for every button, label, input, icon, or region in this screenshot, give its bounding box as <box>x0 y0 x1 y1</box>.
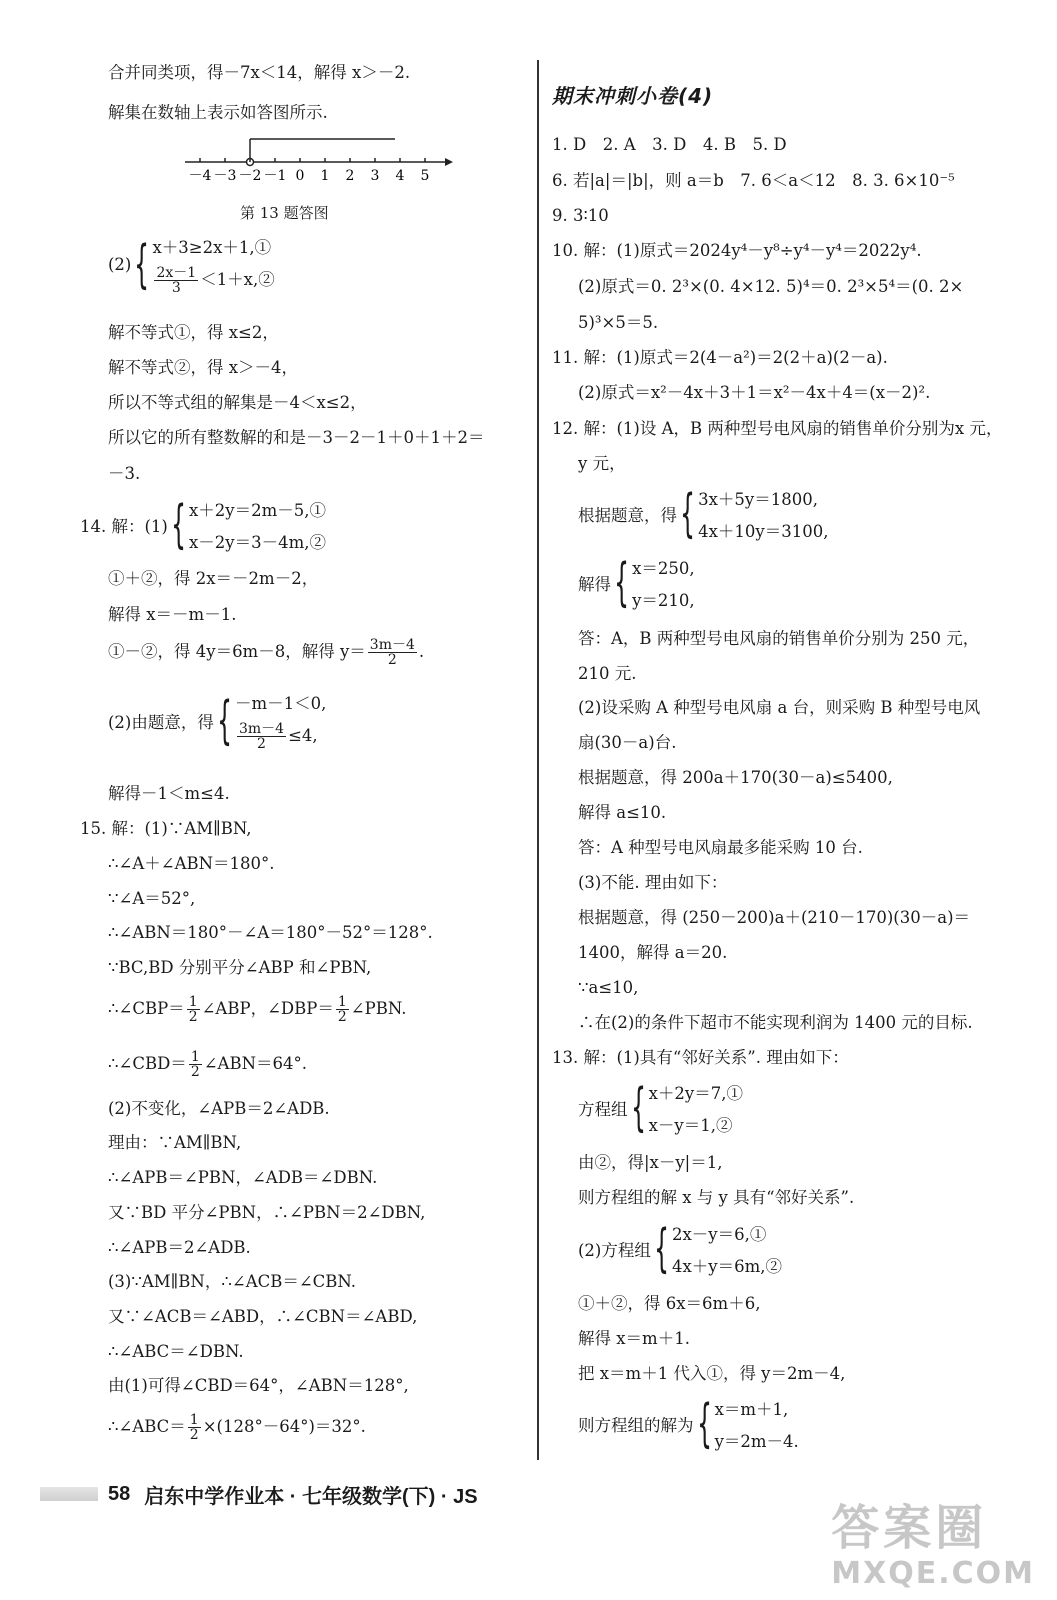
number-line-label: 5 <box>420 168 430 184</box>
number-line-label: －2 <box>238 168 262 184</box>
text-line: 6. 若|a|＝|b|，则 a＝b 7. 6＜a＜12 8. 3. 6×10⁻⁵ <box>552 171 955 190</box>
text-line: 210 元. <box>578 664 637 683</box>
text-line: 所以它的所有整数解的和是－3－2－1＋0＋1＋2＝ <box>108 428 485 447</box>
text-line: 由②，得|x－y|＝1, <box>578 1153 723 1172</box>
text-line: 所以不等式组的解集是－4＜x≤2， <box>108 393 367 412</box>
text-line: 15. 解：(1)∵AM∥BN, <box>80 819 252 838</box>
text-line: 解得 x＝m＋1. <box>578 1329 690 1348</box>
brace-icon: { <box>630 1078 646 1138</box>
text-line: 11. 解：(1)原式＝2(4－a²)＝2(2＋a)(2－a). <box>552 348 888 367</box>
text-line: 解得 x＝－m－1. <box>108 605 237 624</box>
text-line: 13. 解：(1)具有“邻好关系”. 理由如下： <box>552 1048 849 1067</box>
solution-system <box>578 555 695 611</box>
number-line-label: 1 <box>320 168 330 184</box>
text-line: 由(1)可得∠CBD＝64°，∠ABN＝128°, <box>108 1376 409 1395</box>
item-label: (2) <box>108 255 132 274</box>
text-line: ∴∠APB＝2∠ADB. <box>108 1238 251 1257</box>
brace-icon: { <box>680 484 695 544</box>
watermark-logo: 答案圈 MXQE.COM <box>831 1500 1035 1591</box>
text-line: 则方程组的解 x 与 y 具有“邻好关系”. <box>578 1188 855 1207</box>
equation-1: x＝m＋1, <box>714 1400 789 1419</box>
text-line: ①＋②，得 6x＝6m＋6, <box>578 1294 761 1313</box>
item-label: 方程组 <box>578 1100 628 1119</box>
number-line-label: －3 <box>213 168 237 184</box>
text-line: ∴在(2)的条件下超市不能实现利润为 1400 元的目标. <box>578 1013 973 1032</box>
brace-icon: { <box>696 1394 712 1454</box>
inequality-1: x＋3≥2x＋1,① <box>152 238 272 257</box>
equation-2: x－2y＝3－4m,② <box>188 533 326 552</box>
section-title: 期末冲刺小卷(4) <box>552 84 714 108</box>
text-line: 1. D 2. A 3. D 4. B 5. D <box>552 135 787 154</box>
text-line: 根据题意，得 200a＋170(30－a)≤5400, <box>578 768 893 787</box>
text-line: ∴∠ABC＝∠DBN. <box>108 1342 244 1361</box>
brace-icon: { <box>216 690 232 751</box>
item-label: (2)由题意，得 <box>108 712 214 732</box>
text-line: ∴∠CBD＝ $\frac{1}{2}$ ∠ABN＝64°. <box>108 1049 308 1080</box>
equation-1: x＋2y＝7,① <box>648 1084 743 1103</box>
equation-2: 4x＋y＝6m,② <box>671 1257 782 1276</box>
text-line: 解不等式①，得 x≤2， <box>108 323 279 342</box>
text-line: －3. <box>108 464 141 483</box>
text-line: (2)不变化，∠APB＝2∠ADB. <box>108 1099 330 1118</box>
equation-2: 4x＋10y＝3100, <box>698 522 829 541</box>
item-label: 根据题意，得 <box>578 506 677 525</box>
text-line: 解得－1＜m≤4. <box>108 784 230 803</box>
text-line: y 元， <box>578 454 626 473</box>
equation-2: x－y＝1,② <box>648 1116 733 1135</box>
text-line: ①＋②，得 2x＝－2m－2， <box>108 569 319 588</box>
equation-system <box>80 497 326 553</box>
inequality-system <box>108 690 326 751</box>
equation-1: x＝250, <box>632 559 695 578</box>
number-line-label: 0 <box>295 168 305 184</box>
brace-icon: { <box>653 1219 669 1279</box>
text-line: 答：A 种型号电风扇最多能采购 10 台. <box>578 838 863 857</box>
text-line: 5)³×5＝5. <box>578 313 659 332</box>
question-label: 14. 解：(1) <box>80 517 168 536</box>
text-line: 解得 a≤10. <box>578 803 667 822</box>
brace-icon: { <box>170 495 186 555</box>
number-line-label: 2 <box>345 168 355 184</box>
text-line: 10. 解：(1)原式＝2024y⁴－y⁸÷y⁴－y⁴＝2022y⁴. <box>552 241 922 260</box>
page-number: 58 <box>108 1482 131 1505</box>
text-line: 12. 解：(1)设 A，B 两种型号电风扇的销售单价分别为x 元， <box>552 419 1003 438</box>
page-footer <box>40 1478 640 1510</box>
inequality-2: $\frac{2x-1}{3}$ ＜1＋x,② <box>156 265 275 296</box>
text-line: (2)设采购 A 种型号电风扇 a 台，则采购 B 种型号电风 <box>578 698 981 717</box>
inequality-system <box>108 234 275 295</box>
text-line: ∴∠A＋∠ABN＝180°. <box>108 854 275 873</box>
text-line: 把 x＝m＋1 代入①，得 y＝2m－4, <box>578 1364 846 1383</box>
text-line: 答：A，B 两种型号电风扇的销售单价分别为 250 元， <box>578 629 980 648</box>
equation-system <box>578 486 828 542</box>
solution-system <box>578 1396 799 1452</box>
text-line: (2)原式＝x²－4x＋3＋1＝x²－4x＋4＝(x－2)². <box>578 383 931 402</box>
text-line: 合并同类项，得－7x＜14，解得 x＞－2. <box>108 63 411 82</box>
column-divider <box>537 60 539 1460</box>
equation-1: 3x＋5y＝1800, <box>698 490 818 509</box>
text-line: 又∵BD 平分∠PBN，∴∠PBN＝2∠DBN, <box>108 1203 426 1222</box>
text-line: (2)原式＝0. 2³×(0. 4×12. 5)⁴＝0. 2³×5⁴＝(0. 2× <box>578 277 964 296</box>
text-line: 解集在数轴上表示如答图所示. <box>108 103 328 122</box>
equation-1: x＋2y＝2m－5,① <box>188 501 326 520</box>
text-line: (3)不能. 理由如下： <box>578 873 728 892</box>
inequality-2: $\frac{3m-4}{2}$ ≤4, <box>238 721 318 752</box>
equation-2: y＝210, <box>632 591 695 610</box>
text-line: ∵∠A＝52°, <box>108 889 196 908</box>
text-line: (3)∵AM∥BN，∴∠ACB＝∠CBN. <box>108 1272 357 1291</box>
footer-stripe <box>40 1487 98 1501</box>
number-line <box>180 132 460 192</box>
figure-caption: 第 13 题答图 <box>240 204 329 222</box>
text-line: ∴∠APB＝∠PBN，∠ADB＝∠DBN. <box>108 1168 378 1187</box>
equation-system <box>578 1221 782 1277</box>
number-line-label: 4 <box>395 168 405 184</box>
number-line-label: 3 <box>370 168 380 184</box>
item-label: 解得 <box>578 575 611 594</box>
text-line: 根据题意，得 (250－200)a＋(210－170)(30－a)＝ <box>578 908 971 927</box>
text-line: ∴∠ABC＝ $\frac{1}{2}$ ×(128°－64°)＝32°. <box>108 1412 366 1443</box>
inequality-1: －m－1＜0, <box>234 694 327 713</box>
equation-1: 2x－y＝6,① <box>671 1225 767 1244</box>
text-line: 1400，解得 a＝20. <box>578 943 728 962</box>
item-label: (2)方程组 <box>578 1241 651 1260</box>
text-line: 解不等式②，得 x＞－4， <box>108 358 299 377</box>
text-line: 扇(30－a)台. <box>578 733 677 752</box>
book-title: 启东中学作业本 · 七年级数学(下) · JS <box>144 1485 478 1508</box>
text-line: 理由：∵AM∥BN, <box>108 1133 242 1152</box>
number-line-label: －4 <box>188 168 212 184</box>
equation-system <box>578 1080 743 1136</box>
text-line: ∴∠CBP＝ $\frac{1}{2}$ ∠ABP，∠DBP＝ $\frac{1}{2}$ ∠PBN. <box>108 994 407 1025</box>
text-line: ∵BC,BD 分别平分∠ABP 和∠PBN, <box>108 958 372 977</box>
text-line: ①－②，得 4y＝6m－8，解得 y＝ $\frac{3m-4}{2}$ . <box>108 637 425 668</box>
text-line: 又∵∠ACB＝∠ABD，∴∠CBN＝∠ABD, <box>108 1307 418 1326</box>
equation-2: y＝2m－4. <box>714 1432 799 1451</box>
text-line: ∵a≤10, <box>578 978 639 997</box>
text-line: ∴∠ABN＝180°－∠A＝180°－52°＝128°. <box>108 923 433 942</box>
brace-icon: { <box>614 553 629 613</box>
number-line-label: －1 <box>263 168 287 184</box>
brace-icon: { <box>134 234 150 295</box>
text-line: 9. 3∶10 <box>552 206 609 225</box>
item-label: 则方程组的解为 <box>578 1416 694 1435</box>
